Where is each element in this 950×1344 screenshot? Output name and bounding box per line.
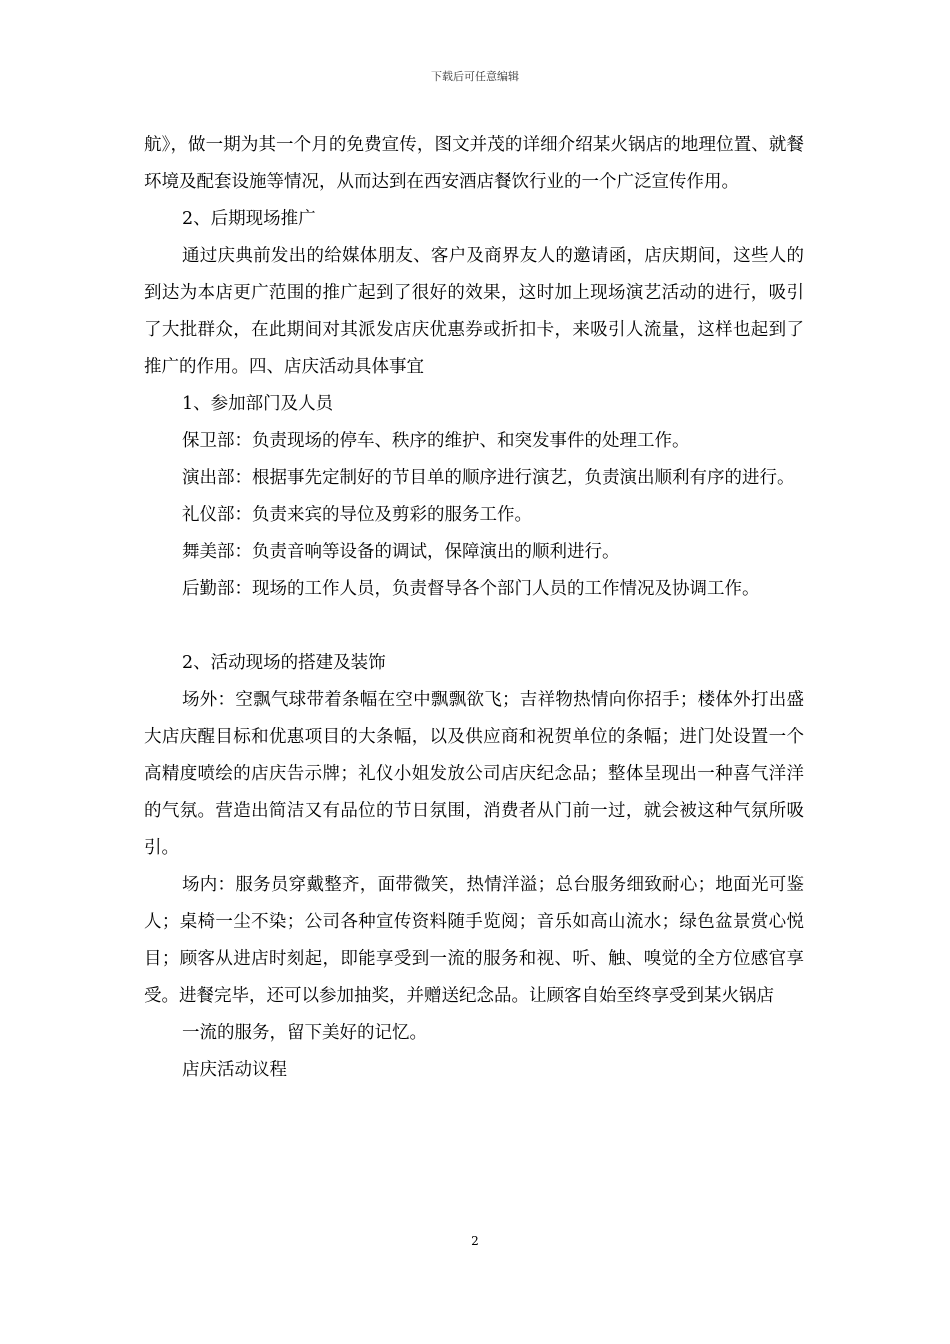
paragraph-promotion: 通过庆典前发出的给媒体朋友、客户及商界友人的邀请函，店庆期间，这些人的到达为本店更广范围的推广起到了很好的效果，这时加上现场演艺活动的进行，吸引了大批群众，在此期间对其派发店庆优惠券或折扣卡，来吸引人流量，这样也起到了推广的作用。四、店庆活动具体事宜: [144, 246, 804, 377]
paragraph-logistics-dept: 后勤部：现场的工作人员，负责督导各个部门人员的工作情况及协调工作。: [182, 579, 760, 599]
page-header: 下载后可任意编辑: [431, 70, 519, 83]
blank-line: [144, 608, 804, 645]
paragraph-security-dept: 保卫部：负责现场的停车、秩序的维护、和突发事件的处理工作。: [182, 431, 690, 451]
heading-later-promotion: 2、后期现场推广: [182, 209, 316, 229]
paragraph-performance-dept: 演出部：根据事先定制好的节目单的顺序进行演艺，负责演出顺利有序的进行。: [182, 468, 795, 488]
heading-agenda: 店庆活动议程: [182, 1060, 287, 1080]
paragraph-outdoor: 场外：空飘气球带着条幅在空中飘飘欲飞；吉祥物热情向你招手；楼体外打出盛大店庆醒目标和优惠项目的大条幅，以及供应商和祝贺单位的条幅；进门处设置一个高精度喷绘的店庆告示牌；礼仪小姐发放公司店庆纪念品；整体呈现出一种喜气洋洋的气氛。营造出简洁又有品位的节日氛围，消费者从门前一过，就会被这种气氛所吸引。: [144, 690, 804, 858]
paragraph-stage-dept: 舞美部：负责音响等设备的调试，保障演出的顺利进行。: [182, 542, 620, 562]
page-number: 2: [471, 1234, 479, 1248]
heading-departments: 1、参加部门及人员: [182, 394, 334, 414]
heading-venue-setup: 2、活动现场的搭建及装饰: [182, 653, 386, 673]
document-body: [144, 127, 804, 1089]
paragraph-service-memory: 一流的服务，留下美好的记忆。: [182, 1023, 427, 1043]
paragraph-etiquette-dept: 礼仪部：负责来宾的导位及剪彩的服务工作。: [182, 505, 532, 525]
paragraph-intro-continuation: 航》，做一期为其一个月的免费宣传，图文并茂的详细介绍某火锅店的地理位置、就餐环境及配套设施等情况，从而达到在西安酒店餐饮行业的一个广泛宣传作用。: [144, 135, 804, 192]
paragraph-indoor: 场内：服务员穿戴整齐，面带微笑，热情洋溢；总台服务细致耐心；地面光可鉴人；桌椅一尘不染；公司各种宣传资料随手览阅；音乐如高山流水；绿色盆景赏心悦目；顾客从进店时刻起，即能享受到一流的服务和视、听、触、嗅觉的全方位感官享受。进餐完毕，还可以参加抽奖，并赠送纪念品。让顾客自始至终享受到某火锅店: [144, 875, 804, 1006]
